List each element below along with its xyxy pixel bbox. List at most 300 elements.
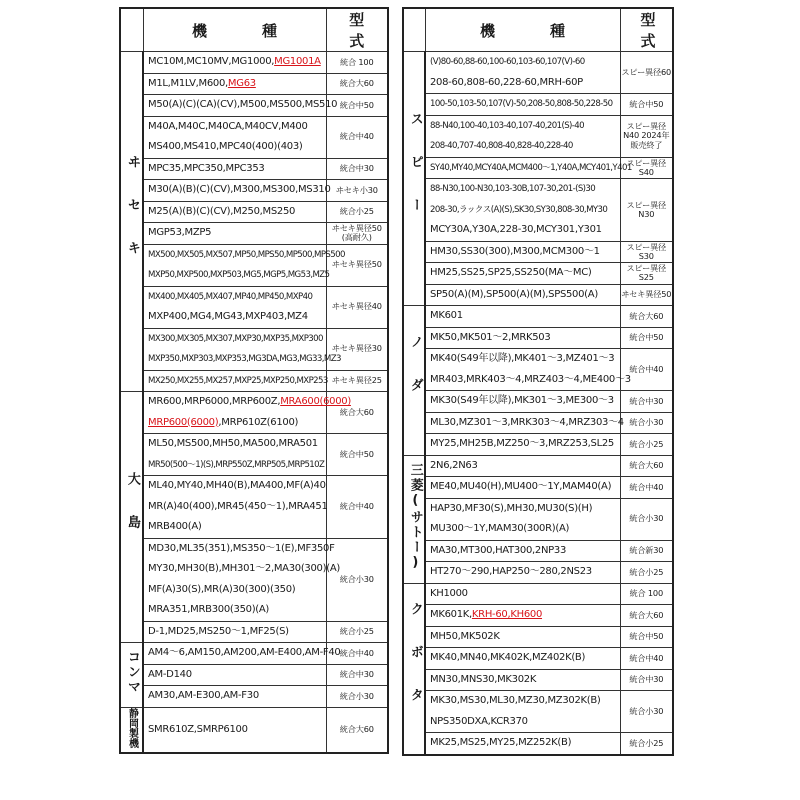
- type-cell: 統合小25: [620, 733, 673, 755]
- model-text: AM-D140: [148, 668, 192, 680]
- model-line: [430, 220, 616, 241]
- model-text: M1L,M1LV,M600,: [148, 77, 228, 89]
- model-cell: [143, 392, 351, 434]
- model-text: 100-50,103-50,107(V)-50,208-50,808-50,228-50: [430, 99, 613, 109]
- model-line: [148, 665, 322, 686]
- right-header-model: 機 種: [425, 8, 620, 52]
- model-text: 88-N40,100-40,103-40,107-40,201(S)-40: [430, 120, 585, 131]
- left-header-blank: [120, 8, 143, 52]
- type-cell: ヰセキ異径50 (高耐久): [326, 223, 388, 245]
- table-row: [403, 391, 673, 413]
- model-cell: [143, 686, 326, 708]
- type-cell: 統合中40: [620, 477, 673, 499]
- model-text: MK40,MN40,MK402K,MZ402K(B): [430, 652, 586, 663]
- table-row: [403, 284, 673, 306]
- model-text: MR600,MRP6000,MRP600Z,: [148, 396, 281, 407]
- type-cell: ヰセキ異径25: [326, 370, 388, 392]
- maker-name: クボタ: [407, 602, 423, 731]
- model-cell: [425, 434, 620, 456]
- model-line: [430, 584, 616, 605]
- table-row: [403, 626, 673, 648]
- model-cell: [425, 669, 620, 691]
- table-row: [403, 94, 673, 116]
- model-line: [430, 349, 616, 370]
- model-cell: [425, 498, 620, 540]
- model-line: [148, 476, 326, 497]
- type-cell: 統合小25: [326, 621, 388, 643]
- model-line: [430, 477, 616, 498]
- model-text: ,MRP610Z(6100): [218, 416, 299, 428]
- type-cell: 統合中40: [326, 116, 388, 158]
- model-line: [430, 328, 616, 349]
- type-cell: 統合大60: [620, 455, 673, 477]
- highlight-model: MRP600(6000): [148, 416, 219, 428]
- table-row: [403, 498, 673, 540]
- table-row: [120, 621, 388, 643]
- type-cell: 統合小30: [326, 686, 388, 708]
- table-row: [403, 412, 673, 434]
- model-line: [430, 200, 616, 221]
- model-text: MX500,MX505,MX507,MP50,MPS50,MP500,MPS500: [148, 249, 345, 260]
- type-cell: 統合中40: [326, 476, 388, 539]
- maker-cell: [120, 643, 143, 708]
- model-text: KH1000: [430, 587, 468, 599]
- model-text: 208-30,ラックス(A)(S),SK30,SY30,808-30,MY30: [430, 204, 608, 215]
- table-row: [403, 327, 673, 349]
- type-cell: スピー異径S40: [620, 157, 673, 179]
- model-line: [430, 370, 631, 391]
- model-cell: [425, 477, 620, 499]
- model-text: MN30,MNS30,MK302K: [430, 673, 537, 685]
- type-cell: ヰセキ異径50: [326, 244, 388, 286]
- type-cell: 統合大60: [326, 73, 388, 95]
- table-row: [403, 52, 673, 94]
- type-cell: 統合中30: [326, 158, 388, 180]
- model-text: 208-60,808-60,228-60,MRH-60P: [430, 76, 583, 88]
- model-text: MS400,MS410,MPC40(400)(403): [148, 141, 303, 152]
- type-cell: ヰセキ異径50: [620, 284, 673, 306]
- model-cell: [425, 157, 632, 179]
- model-line: [148, 159, 322, 180]
- table-row: [120, 707, 388, 753]
- model-text: MCY30A,Y30A,228-30,MCY301,Y301: [430, 224, 602, 235]
- type-cell: ヰセキ異径40: [326, 286, 388, 328]
- type-cell: 統合大60: [620, 605, 673, 627]
- model-text: ME40,MU40(H),MU400〜1Y,MAM40(A): [430, 481, 612, 492]
- model-text: MH50,MK502K: [430, 630, 500, 642]
- type-cell: 統合小30: [620, 412, 673, 434]
- model-cell: [425, 626, 620, 648]
- model-cell: [425, 648, 620, 670]
- table-row: [403, 349, 673, 391]
- maker-name: ヰセキ: [124, 155, 140, 284]
- table-row: [403, 583, 673, 605]
- model-cell: [143, 286, 326, 328]
- model-line: [430, 158, 632, 179]
- left-header-model: 機 種: [143, 8, 326, 52]
- model-text: D-1,MD25,MS250〜1,MF25(S): [148, 625, 289, 637]
- model-line: [148, 307, 322, 328]
- model-cell: [143, 328, 341, 370]
- type-cell: 統合大60: [326, 392, 388, 434]
- type-cell: 統合 100: [620, 583, 673, 605]
- model-text: M30(A)(B)(C)(CV),M300,MS300,MS310: [148, 184, 331, 195]
- model-line: [148, 559, 340, 580]
- model-line: [430, 605, 616, 626]
- model-text: MK601: [430, 310, 463, 321]
- model-line: [148, 202, 322, 223]
- right-header-row: [403, 8, 673, 52]
- model-cell: [425, 306, 620, 328]
- model-cell: [425, 412, 624, 434]
- table-row: [120, 434, 388, 476]
- table-row: [120, 286, 388, 328]
- model-line: [148, 455, 325, 476]
- model-cell: [143, 643, 341, 665]
- model-line: [148, 517, 322, 538]
- model-cell: [425, 327, 620, 349]
- maker-name: 静岡製機: [126, 707, 138, 748]
- model-cell: [425, 263, 620, 285]
- model-text: ML40,MY40,MH40(B),MA400,MF(A)40: [148, 480, 326, 491]
- type-cell: 統合中50: [326, 434, 388, 476]
- model-text: MD30,ML35(351),MS350〜1(E),MF350F: [148, 542, 335, 554]
- model-line: [430, 499, 616, 520]
- model-cell: [143, 664, 326, 686]
- type-cell: 統合新30: [620, 540, 673, 562]
- model-text: MX400,MX405,MX407,MP40,MP450,MXP40: [148, 291, 313, 302]
- model-line: [430, 136, 616, 157]
- model-cell: [143, 201, 326, 223]
- model-text: MK30(S49年以降),MK301〜3,ME300〜3: [430, 395, 614, 406]
- table-row: [120, 95, 388, 117]
- model-line: [430, 519, 616, 540]
- type-cell: 統合小25: [326, 201, 388, 223]
- model-line: [430, 434, 616, 455]
- model-cell: [425, 391, 620, 413]
- type-cell: 統合 100: [326, 52, 388, 74]
- model-line: [430, 627, 616, 648]
- model-cell: [425, 455, 620, 477]
- model-text: MK601K,: [430, 609, 472, 620]
- type-cell: 統合中30: [620, 391, 673, 413]
- model-line: [430, 413, 624, 434]
- model-line: [148, 287, 322, 308]
- model-cell: [143, 116, 326, 158]
- maker-name: 大島: [124, 472, 140, 558]
- type-cell: 統合大60: [620, 306, 673, 328]
- model-line: [148, 643, 341, 664]
- model-line: [430, 242, 616, 263]
- model-line: [148, 265, 330, 286]
- table-row: [120, 158, 388, 180]
- maker-cell: [120, 52, 143, 392]
- table-row: [403, 562, 673, 584]
- model-cell: [143, 434, 326, 476]
- model-cell: [143, 223, 326, 245]
- model-line: [430, 391, 616, 412]
- maker-cell: [403, 455, 425, 583]
- model-line: [148, 349, 341, 370]
- model-text: AM30,AM-E300,AM-F30: [148, 690, 259, 701]
- model-text: MK25,MS25,MY25,MZ252K(B): [430, 737, 572, 748]
- table-row: [403, 733, 673, 755]
- model-text: (V)80-60,88-60,100-60,103-60,107(V)-60: [430, 57, 585, 67]
- type-cell: 統合中50: [620, 327, 673, 349]
- model-cell: [143, 476, 326, 539]
- model-line: [430, 94, 616, 115]
- model-line: [148, 622, 322, 643]
- table-row: [403, 306, 673, 328]
- model-text: MGP53,MZP5: [148, 227, 212, 238]
- table-row: [120, 244, 388, 286]
- maker-cell: [120, 707, 143, 753]
- model-line: [430, 456, 616, 477]
- table-row: [120, 73, 388, 95]
- model-line: [430, 73, 616, 94]
- model-line: [430, 179, 616, 200]
- model-line: [430, 691, 616, 712]
- model-line: [148, 52, 322, 73]
- table-row: [403, 179, 673, 242]
- model-text: 2N6,2N63: [430, 459, 478, 471]
- type-cell: スピー異径S30: [620, 241, 673, 263]
- model-cell: [425, 115, 620, 157]
- type-cell: 統合中30: [620, 669, 673, 691]
- model-cell: [143, 621, 326, 643]
- table-row: [120, 116, 388, 158]
- type-cell: 統合中50: [620, 626, 673, 648]
- maker-cell: [403, 52, 425, 306]
- model-text: NPS350DXA,KCR370: [430, 715, 528, 727]
- model-cell: [143, 707, 326, 753]
- table-row: [403, 477, 673, 499]
- model-cell: [143, 158, 326, 180]
- type-cell: ヰセキ異径30: [326, 328, 388, 370]
- model-cell: [425, 691, 620, 733]
- model-line: [430, 541, 616, 562]
- model-text: HT270〜290,HAP250〜280,2NS23: [430, 566, 592, 577]
- maker-cell: [403, 306, 425, 456]
- model-text: SP50(A)(M),SP500(A)(M),SPS500(A): [430, 288, 598, 300]
- model-text: M40A,M40C,M40CA,M40CV,M400: [148, 120, 308, 132]
- model-cell: [143, 370, 326, 392]
- model-text: HM30,SS30(300),M300,MCM300〜1: [430, 245, 600, 257]
- model-line: [148, 580, 322, 601]
- table-row: [120, 223, 388, 245]
- table-row: [120, 328, 388, 370]
- table-row: [403, 669, 673, 691]
- left-header-type: 型 式: [326, 8, 388, 52]
- table-row: [403, 648, 673, 670]
- model-text: MXP350,MXP303,MXP353,MG3DA,MG3,MG33,MZ3: [148, 354, 341, 364]
- highlight-model: MG63: [227, 77, 256, 89]
- model-text: MXP50,MXP500,MXP503,MG5,MGP5,MG53,MZ5: [148, 270, 330, 280]
- model-text: MF(A)30(S),MR(A)30(300)(350): [148, 583, 296, 595]
- type-cell: 統合小25: [620, 562, 673, 584]
- model-line: [430, 116, 616, 137]
- maker-name: スピー: [407, 112, 423, 241]
- type-cell: 統合中40: [326, 643, 388, 665]
- table-row: [403, 605, 673, 627]
- model-line: [148, 600, 322, 621]
- highlight-model: MG1001A: [274, 56, 321, 67]
- model-text: MR(A)40(400),MR45(450〜1),MRA451: [148, 500, 328, 512]
- maker-cell: [403, 583, 425, 755]
- model-line: [430, 648, 616, 669]
- table-row: [403, 115, 673, 157]
- table-row: [120, 643, 388, 665]
- type-cell: 統合小25: [620, 434, 673, 456]
- model-text: MR50(500〜1)(S),MRP550Z,MRP505,MRP510Z: [148, 459, 325, 470]
- model-text: MPC35,MPC350,MPC353: [148, 162, 265, 174]
- table-row: [120, 201, 388, 223]
- type-cell: 統合中50: [620, 94, 673, 116]
- model-cell: [425, 52, 620, 94]
- model-cell: [425, 284, 620, 306]
- model-line: [430, 263, 616, 284]
- model-cell: [425, 605, 620, 627]
- type-cell: 統合中40: [620, 648, 673, 670]
- table-row: [120, 392, 388, 434]
- model-line: [430, 562, 616, 583]
- model-cell: [425, 179, 620, 242]
- model-text: MK50,MK501〜2,MRK503: [430, 331, 551, 343]
- model-cell: [143, 180, 331, 202]
- highlight-model: MRA600(6000): [280, 396, 351, 407]
- table-row: [120, 686, 388, 708]
- model-text: 208-40,707-40,808-40,828-40,228-40: [430, 141, 573, 151]
- type-cell: 統合中40: [620, 349, 673, 391]
- model-line: [148, 497, 328, 518]
- table-row: [403, 434, 673, 456]
- model-text: SY40,MY40,MCY40A,MCM400〜1,Y40A,MCY401,Y401: [430, 162, 632, 173]
- model-text: MY25,MH25B,MZ250〜3,MRZ253,SL25: [430, 438, 614, 449]
- table-row: [403, 241, 673, 263]
- model-line: [430, 733, 616, 754]
- model-cell: [143, 244, 345, 286]
- model-text: MC10M,MC10MV,MG1000,: [148, 56, 275, 67]
- maker-name: 三菱(サトー): [407, 462, 423, 572]
- model-line: [148, 137, 322, 158]
- model-text: MX250,MX255,MX257,MXP25,MXP250,MXP253: [148, 375, 328, 386]
- model-cell: [425, 241, 620, 263]
- model-text: M50(A)(C)(CA)(CV),M500,MS500,MS510: [148, 99, 338, 110]
- table-row: [120, 664, 388, 686]
- model-line: [430, 306, 616, 327]
- model-text: SMR610Z,SMRP6100: [148, 723, 248, 735]
- model-text: MY30,MH30(B),MH301〜2,MA30(300)(A): [148, 563, 340, 574]
- model-cell: [425, 583, 620, 605]
- right-table: [402, 7, 711, 756]
- model-line: [430, 670, 616, 691]
- model-line: [430, 285, 616, 306]
- model-cell: [143, 95, 338, 117]
- model-line: [148, 413, 322, 434]
- model-text: MRA351,MRB300(350)(A): [148, 604, 270, 615]
- model-text: ML30,MZ301〜3,MRK303〜4,MRZ303〜4: [430, 416, 624, 428]
- maker-name: コンマ: [124, 650, 140, 696]
- type-cell: スピー異径60: [620, 52, 673, 94]
- model-cell: [143, 73, 326, 95]
- type-cell: 統合小30: [620, 691, 673, 733]
- type-cell: スピー異径N30: [620, 179, 673, 242]
- model-cell: [143, 538, 340, 621]
- model-line: [148, 686, 322, 707]
- model-text: ML50,MS500,MH50,MA500,MRA501: [148, 438, 318, 449]
- model-text: MK40(S49年以降),MK401〜3,MZ401〜3: [430, 353, 615, 364]
- model-line: [148, 117, 322, 138]
- type-cell: 統合中50: [326, 95, 388, 117]
- model-cell: [143, 52, 326, 74]
- model-text: MU300〜1Y,MAM30(300R)(A): [430, 523, 570, 534]
- table-row: [403, 263, 673, 285]
- model-cell: [425, 94, 620, 116]
- model-text: MRB400(A): [148, 521, 202, 532]
- table-row: [403, 691, 673, 733]
- table-row: [120, 476, 388, 539]
- model-line: [430, 712, 616, 733]
- highlight-model: KRH-60,KH600: [471, 609, 543, 620]
- right-header-blank: [403, 8, 425, 52]
- model-line: [148, 434, 322, 455]
- model-line: [148, 539, 335, 560]
- model-cell: [425, 540, 620, 562]
- maker-cell: [120, 392, 143, 643]
- type-cell: 統合中30: [326, 664, 388, 686]
- model-text: MXP400,MG4,MG43,MXP403,MZ4: [148, 311, 308, 322]
- model-text: MK30,MS30,ML30,MZ30,MZ302K(B): [430, 695, 601, 706]
- table-row: [120, 538, 388, 621]
- right-header-type: 型 式: [620, 8, 673, 52]
- model-cell: [425, 349, 631, 391]
- table-row: [120, 370, 388, 392]
- model-text: HM25,SS25,SP25,SS250(MA〜MC): [430, 267, 592, 278]
- type-cell: ヰセキ小30: [326, 180, 388, 202]
- model-cell: [425, 733, 620, 755]
- model-line: [148, 245, 345, 266]
- model-line: [148, 717, 322, 743]
- table-row: [403, 540, 673, 562]
- model-text: MX300,MX305,MX307,MXP30,MXP35,MXP300: [148, 333, 323, 344]
- type-cell: 統合小30: [620, 498, 673, 540]
- model-text: AM4〜6,AM150,AM200,AM-E400,AM-F40: [148, 647, 341, 658]
- left-header-row: [120, 8, 388, 52]
- model-text: MA30,MT300,HAT300,2NP33: [430, 544, 567, 556]
- maker-name: ノダ: [407, 335, 423, 422]
- model-text: 88-N30,100-N30,103-30B,107-30,201-(S)30: [430, 184, 596, 194]
- model-line: [148, 329, 322, 350]
- type-cell: スピー異径N40 2024年 販売終了: [620, 115, 673, 157]
- table-row: [120, 52, 388, 74]
- table-row: [120, 180, 388, 202]
- model-line: [430, 52, 616, 73]
- type-cell: 統合大60: [326, 707, 388, 753]
- table-row: [403, 157, 673, 179]
- model-line: [148, 223, 322, 244]
- model-text: MR403,MRK403〜4,MRZ403〜4,ME400〜3: [430, 373, 631, 385]
- model-cell: [425, 562, 620, 584]
- model-line: [148, 180, 331, 201]
- model-text: HAP30,MF30(S),MH30,MU30(S)(H): [430, 502, 593, 514]
- model-line: [148, 74, 322, 95]
- model-line: [148, 95, 338, 116]
- type-cell: 統合小30: [326, 538, 388, 621]
- model-line: [148, 392, 351, 413]
- table-row: [403, 455, 673, 477]
- model-text: M25(A)(B)(C)(CV),M250,MS250: [148, 205, 296, 217]
- type-cell: スピー異径S25: [620, 263, 673, 285]
